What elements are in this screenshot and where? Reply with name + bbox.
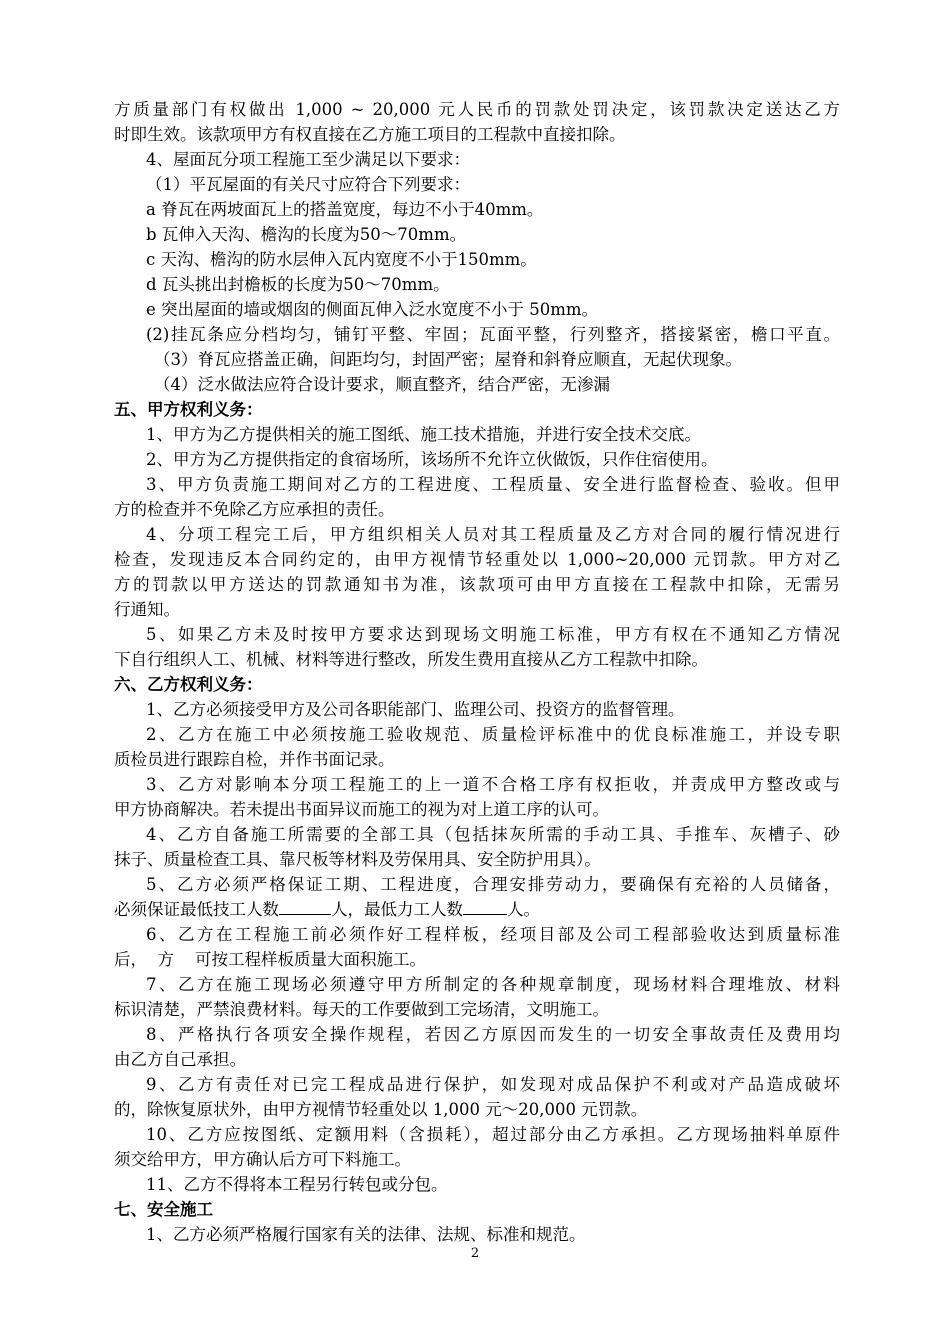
paragraph-line: (2)挂瓦条应分档均匀，铺钉平整、牢固；瓦面平整，行列整齐，搭接紧密，檐口平直。 — [146, 325, 840, 344]
paragraph-line: 3、乙方对影响本分项工程施工的上一道不合格工序有权拒收，并责成甲方整改或与 — [146, 775, 840, 794]
paragraph-line: 1、甲方为乙方提供相关的施工图纸、施工技术措施，并进行安全技术交底。 — [146, 425, 701, 444]
paragraph-line: 9、乙方有责任对已完工程成品进行保护，如发现对成品保护不利或对产品造成破坏 — [146, 1075, 840, 1094]
paragraph-line: c 天沟、檐沟的防水层伸入瓦内宽度不小于150mm。 — [146, 250, 537, 269]
paragraph-line: 方质量部门有权做出 1,000 ~ 20,000 元人民币的罚款处罚决定，该罚款决定送达乙方 — [114, 100, 840, 119]
paragraph-line: 4、屋面瓦分项工程施工至少满足以下要求： — [146, 150, 470, 169]
paragraph-line: 时即生效。该款项甲方有权直接在乙方施工项目的工程款中直接扣除。 — [114, 125, 626, 144]
paragraph-line: （3）脊瓦应搭盖正确，间距均匀，封固严密；屋脊和斜脊应顺直，无起伏现象。 — [154, 350, 742, 369]
paragraph-line: 2、乙方在施工中必须按施工验收规范、质量检评标准中的优良标准施工，并设专职 — [146, 725, 840, 744]
paragraph-line: 2、甲方为乙方提供指定的食宿场所，该场所不允许立伙做饭，只作住宿使用。 — [146, 450, 718, 469]
paragraph-line: 抹子、质量检查工具、靠尺板等材料及劳保用具、安全防护用具）。 — [114, 850, 601, 869]
paragraph-line: 11、乙方不得将本工程另行转包或分包。 — [146, 1175, 448, 1194]
paragraph-line: 行通知。 — [114, 600, 180, 619]
paragraph-line: 7、乙方在施工现场必须遵守甲方所制定的各种规章制度，现场材料合理堆放、材料 — [146, 975, 840, 994]
paragraph-line: 由乙方自己承担。 — [114, 1050, 246, 1069]
paragraph-line: a 脊瓦在两坡面瓦上的搭盖宽度，每边不小于40mm。 — [146, 200, 544, 219]
paragraph-line: 后， 方 可按工程样板质量大面积施工。 — [114, 950, 426, 969]
fill-blank-laborers — [463, 898, 507, 915]
paragraph-line: 5、乙方必须严格保证工期、工程进度，合理安排劳动力，要确保有充裕的人员储备， — [146, 875, 840, 894]
paragraph-line: 方的检查并不免除乙方应承担的责任。 — [114, 500, 395, 519]
paragraph-line: 须交给甲方，甲方确认后方可下料施工。 — [114, 1150, 411, 1169]
text-segment: 人，最低力工人数 — [331, 900, 463, 919]
paragraph-line: 6、乙方在工程施工前必须作好工程样板，经项目部及公司工程部验收达到质量标准 — [146, 925, 840, 944]
paragraph-line: 检查，发现违反本合同约定的，由甲方视情节轻重处以 1,000~20,000 元罚款。甲方对乙 — [114, 550, 840, 569]
paragraph-line: 标识清楚，严禁浪费材料。每天的工作要做到工完场清，文明施工。 — [114, 1000, 609, 1019]
paragraph-line: 下自行组织人工、机械、材料等进行整改，所发生费用直接从乙方工程款中扣除。 — [114, 650, 708, 669]
page-number: 2 — [470, 1246, 480, 1261]
paragraph-line: 的，除恢复原状外，由甲方视情节轻重处以 1,000 元～20,000 元罚款。 — [114, 1100, 648, 1119]
fill-blank-technicians — [279, 898, 331, 915]
paragraph-line: （4）泛水做法应符合设计要求，顺直整齐，结合严密，无渗漏 — [154, 375, 610, 394]
paragraph-line-with-blanks — [114, 898, 840, 922]
paragraph-line: 10、乙方应按图纸、定额用料（含损耗），超过部分由乙方承担。乙方现场抽料单原件 — [146, 1125, 840, 1144]
paragraph-line: e 突出屋面的墙或烟囱的侧面瓦伸入泛水宽度不小于 50mm。 — [146, 300, 599, 319]
paragraph-line: d 瓦头挑出封檐板的长度为50～70mm。 — [146, 275, 450, 294]
paragraph-line: 4、乙方自备施工所需要的全部工具（包括抹灰所需的手动工具、手推车、灰槽子、砂 — [146, 825, 840, 844]
section-heading: 五、甲方权利义务： — [114, 400, 263, 419]
paragraph-line: 4、分项工程完工后，甲方组织相关人员对其工程质量及乙方对合同的履行情况进行 — [146, 525, 840, 544]
paragraph-line: 3、甲方负责施工期间对乙方的工程进度、工程质量、安全进行监督检查、验收。但甲 — [146, 475, 840, 494]
section-heading: 六、乙方权利义务： — [114, 675, 263, 694]
paragraph-line: 5、如果乙方未及时按甲方要求达到现场文明施工标准，甲方有权在不通知乙方情况 — [146, 625, 840, 644]
text-segment: 必须保证最低技工人数 — [114, 900, 279, 919]
text-segment: 人。 — [507, 900, 540, 919]
paragraph-line: 甲方协商解决。若未提出书面异议而施工的视为对上道工序的认可。 — [114, 800, 609, 819]
paragraph-line: 质检员进行跟踪自检，并作书面记录。 — [114, 750, 395, 769]
paragraph-line: 1、乙方必须接受甲方及公司各职能部门、监理公司、投资方的监督管理。 — [146, 700, 685, 719]
paragraph-line: b 瓦伸入天沟、檐沟的长度为50～70mm。 — [146, 225, 467, 244]
paragraph-line: 1、乙方必须严格履行国家有关的法律、法规、标准和规范。 — [146, 1225, 586, 1244]
section-heading: 七、安全施工 — [114, 1200, 213, 1219]
paragraph-line: （1）平瓦屋面的有关尺寸应符合下列要求： — [146, 175, 470, 194]
paragraph-line: 8、严格执行各项安全操作规程，若因乙方原因而发生的一切安全事故责任及费用均 — [146, 1025, 840, 1044]
paragraph-line: 方的罚款以甲方送达的罚款通知书为准，该款项可由甲方直接在工程款中扣除，无需另 — [114, 575, 840, 594]
